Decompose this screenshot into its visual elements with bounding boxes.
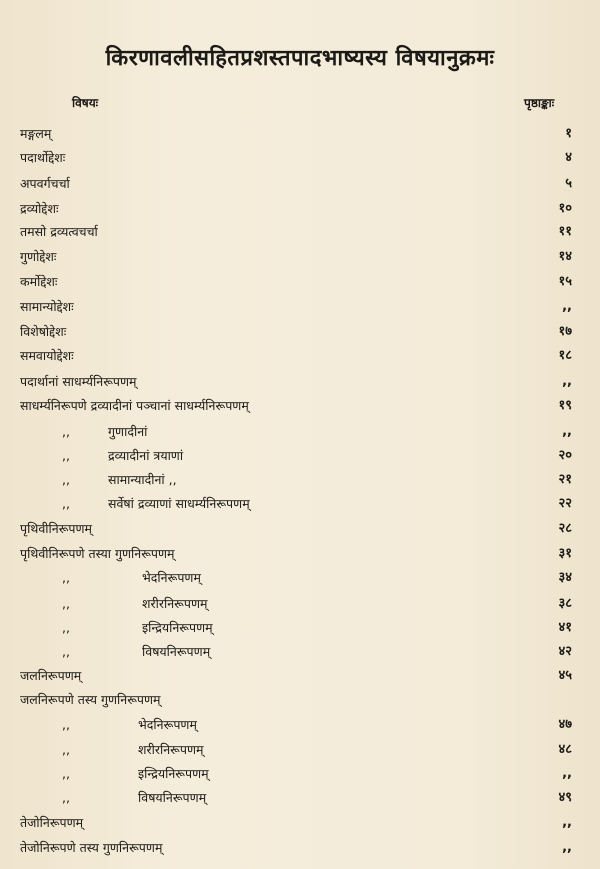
entry-text: भेदनिरूपणम्	[142, 570, 201, 585]
entry-page: १८	[558, 348, 572, 363]
entry-page: ३८	[558, 596, 572, 611]
entry-text: द्रव्योद्देशः	[20, 201, 59, 216]
ditto-mark: ,,	[62, 790, 70, 805]
toc-entry	[0, 713, 600, 737]
entry-page: २१	[558, 472, 572, 487]
entry-page: ४७	[558, 717, 572, 732]
toc-entry	[0, 811, 600, 835]
ditto-mark: ,,	[62, 742, 70, 757]
entry-page: १५	[558, 274, 572, 289]
ditto-mark: ,,	[62, 596, 70, 611]
toc-entry	[0, 688, 600, 712]
entry-text: तेजोनिरूपणम्	[20, 815, 84, 830]
entry-text: तमसो द्रव्यत्वचर्चा	[20, 224, 98, 239]
ditto-mark: ,,	[62, 644, 70, 659]
entry-text: शरीरनिरूपणम्	[142, 596, 208, 611]
entry-text: सर्वेषां द्रव्याणां साधर्म्यनिरूपणम्	[108, 496, 250, 511]
entry-page: ,,	[562, 815, 572, 830]
toc-entry	[0, 468, 600, 492]
entry-text: मङ्गलम्	[20, 126, 52, 141]
entry-text: पृथिवीनिरूपणे तस्या गुणनिरूपणम्	[20, 546, 175, 561]
page-title: किरणावलीसहितप्रशस्तपादभाष्यस्य विषयानुक्रमः	[105, 46, 495, 71]
toc-entry	[0, 370, 600, 394]
entry-page: ४	[565, 150, 572, 165]
entry-text: अपवर्गचर्चा	[20, 176, 70, 191]
toc-entry	[0, 566, 600, 590]
entry-page: ,,	[562, 766, 572, 781]
toc-entry	[0, 592, 600, 616]
toc-entry	[0, 542, 600, 566]
toc-entry	[0, 394, 600, 418]
entry-text: विषयनिरूपणम्	[138, 790, 207, 805]
entry-text: साधर्म्यनिरूपणे द्रव्यादीनां पञ्चानां साधर्म्यनिरूपणम्	[20, 398, 249, 413]
entry-page: ,,	[562, 374, 572, 389]
entry-text: इन्द्रियनिरूपणम्	[142, 620, 213, 635]
entry-page: ,,	[562, 840, 572, 855]
entry-text: पदार्थोद्देशः	[20, 150, 66, 165]
toc-entry	[0, 295, 600, 319]
ditto-mark: ,,	[62, 424, 70, 439]
entry-text: गुणादीनां	[108, 424, 148, 439]
entry-page: ४१	[558, 620, 572, 635]
entry-page: ४९	[558, 790, 572, 805]
ditto-mark: ,,	[62, 620, 70, 635]
entry-text: विशेषोद्देशः	[20, 324, 67, 339]
entry-page: ३४	[558, 570, 572, 585]
toc-entry	[0, 122, 600, 146]
entry-text: जलनिरूपणम्	[20, 668, 82, 683]
entry-page: १९	[558, 398, 572, 413]
toc-entry	[0, 786, 600, 810]
ditto-mark: ,,	[62, 766, 70, 781]
entry-text: जलनिरूपणे तस्य गुणनिरूपणम्	[20, 692, 161, 707]
entry-page: ४५	[558, 668, 572, 683]
entry-text: पदार्थानां साधर्म्यनिरूपणम्	[20, 374, 137, 389]
toc-entry	[0, 664, 600, 688]
entry-text: सामान्यादीनां ,,	[108, 472, 177, 487]
toc-entry	[0, 762, 600, 786]
entry-page: २०	[558, 448, 572, 463]
ditto-mark: ,,	[62, 496, 70, 511]
toc-entry	[0, 320, 600, 344]
entry-page: २८	[558, 521, 572, 536]
ditto-mark: ,,	[62, 448, 70, 463]
entry-text: विषयनिरूपणम्	[142, 644, 211, 659]
entry-text: इन्द्रियनिरूपणम्	[138, 766, 209, 781]
ditto-mark: ,,	[62, 570, 70, 585]
toc-entry	[0, 836, 600, 860]
ditto-mark: ,,	[62, 717, 70, 732]
entry-text: समवायोद्देशः	[20, 348, 74, 363]
entry-page: १७	[558, 324, 572, 339]
ditto-mark: ,,	[62, 472, 70, 487]
entry-text: द्रव्यादीनां त्रयाणां	[108, 448, 184, 463]
entry-text: गुणोद्देशः	[20, 249, 57, 264]
entry-page: ५	[565, 176, 572, 191]
entry-page: ४२	[558, 644, 572, 659]
entry-page: १०	[558, 201, 572, 216]
toc-entry	[0, 220, 600, 244]
entry-text: भेदनिरूपणम्	[138, 717, 197, 732]
column-head-page: पृष्ठाङ्काः	[524, 96, 555, 110]
entry-page: २२	[558, 496, 572, 511]
toc-entry	[0, 172, 600, 196]
entry-page: १४	[558, 249, 572, 264]
toc-entry	[0, 245, 600, 269]
toc-entry	[0, 738, 600, 762]
toc-entry	[0, 344, 600, 368]
entry-page: १	[565, 126, 572, 141]
toc-entry	[0, 616, 600, 640]
entry-text: शरीरनिरूपणम्	[138, 742, 204, 757]
toc-entry	[0, 444, 600, 468]
toc-entry	[0, 517, 600, 541]
toc-entry	[0, 420, 600, 444]
entry-text: कर्मोद्देशः	[20, 274, 58, 289]
entry-page: ४८	[558, 742, 572, 757]
entry-text: सामान्योद्देशः	[20, 299, 74, 314]
entry-text: पृथिवीनिरूपणम्	[20, 521, 93, 536]
toc-entry	[0, 146, 600, 170]
toc-entry	[0, 197, 600, 221]
entry-page: ,,	[562, 424, 572, 439]
entry-page: ,,	[562, 299, 572, 314]
entry-text: तेजोनिरूपणे तस्य गुणनिरूपणम्	[20, 840, 163, 855]
entry-page: ३१	[558, 546, 572, 561]
entry-page: ११	[558, 224, 572, 239]
toc-entry	[0, 270, 600, 294]
toc-entry	[0, 492, 600, 516]
toc-entry	[0, 640, 600, 664]
column-head-topic: विषयः	[72, 96, 99, 110]
